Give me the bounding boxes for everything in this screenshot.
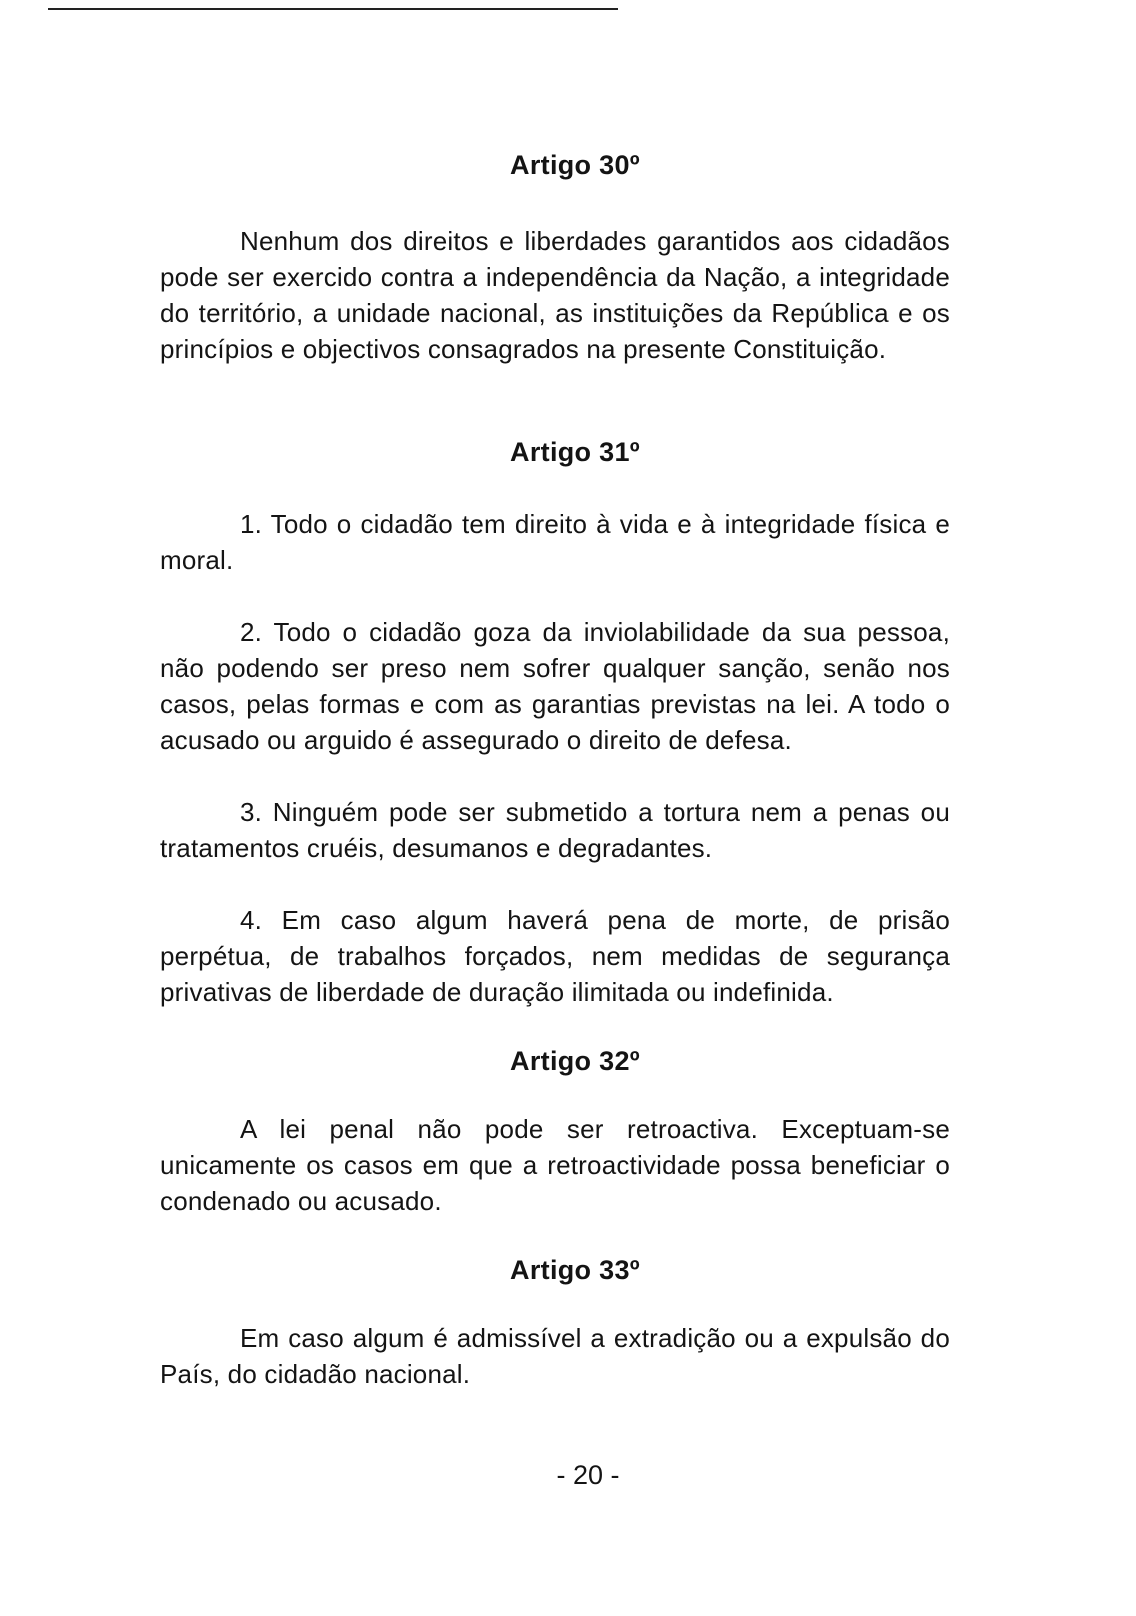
article-31-title: Artigo 31º bbox=[510, 437, 640, 467]
page-number: - 20 - bbox=[556, 1460, 620, 1490]
document-page bbox=[160, 150, 950, 1392]
top-rule bbox=[48, 8, 618, 10]
article-33-title: Artigo 33º bbox=[510, 1255, 640, 1285]
article-31-paragraph-3: 3. Ninguém pode ser submetido a tortura nem a penas ou tratamentos cruéis, desumanos e degradantes. bbox=[160, 797, 950, 863]
article-30-paragraph: Nenhum dos direitos e liberdades garantidos aos cidadãos pode ser exercido contra a independência da Nação, a integridade do território, a unidade nacional, as instituições da República e os princípios e objectivos consagrados na presente Constituição. bbox=[160, 226, 950, 364]
article-31-paragraph-2: 2. Todo o cidadão goza da inviolabilidade da sua pessoa, não podendo ser preso nem sofrer qualquer sanção, senão nos casos, pelas formas e com as garantias previstas na lei. A todo o acusado ou arguido é assegurado o direito de defesa. bbox=[160, 617, 950, 755]
article-30-title: Artigo 30º bbox=[510, 150, 640, 180]
article-33-paragraph: Em caso algum é admissível a extradição ou a expulsão do País, do cidadão nacional. bbox=[160, 1323, 950, 1389]
article-32-paragraph: A lei penal não pode ser retroactiva. Exceptuam-se unicamente os casos em que a retroactividade possa beneficiar o condenado ou acusado. bbox=[160, 1114, 950, 1216]
article-31-paragraph-4: 4. Em caso algum haverá pena de morte, de prisão perpétua, de trabalhos forçados, nem medidas de segurança privativas de liberdade de duração ilimitada ou indefinida. bbox=[160, 905, 950, 1007]
article-32-title: Artigo 32º bbox=[510, 1046, 640, 1076]
article-31-paragraph-1: 1. Todo o cidadão tem direito à vida e à integridade física e moral. bbox=[160, 509, 950, 575]
